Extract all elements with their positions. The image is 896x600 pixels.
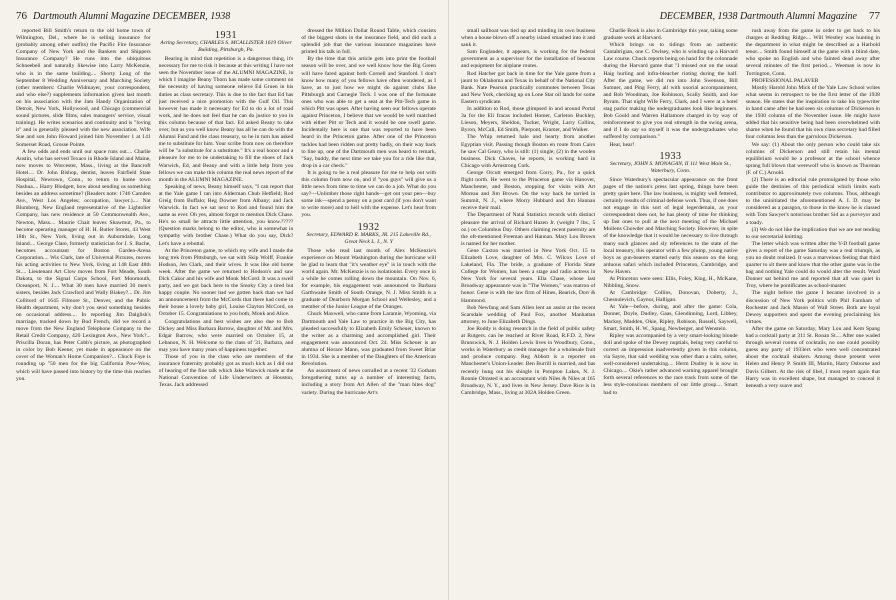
paragraph: Those who read last month of Alex McKenzie's experience on Mount Washington during the hurricane will be glad to learn that "it's weather eye" is in touch with the world again. Mr. McKenzie is no isolationist. Every once in a while he comes rolling down the mountain. On Nov. 6, for example, his engagement was announced to Barbara Garthwaite Smith of South Orange, N. J. Miss Smith is a graduate of Dearborn Morgan School and Wellesley, and a member of the Junior League of the Oranges. [301,247,437,311]
paragraph: dressed the Million Dollar Round Table, which consists of the biggest shots in the insurance field, and did such a splendid job that the various insurance magazines have printed his talk in full. [301,28,437,56]
right-col-1 [461,28,595,397]
class-heading-1932: 1932 [357,221,380,233]
paragraph: Sam Englander, it appears, is working for the federal government as a supervisor for the installation of beacons and equipment for airplane routes. [461,49,596,70]
paragraph: Bearing in mind that repetition is a dangerous thing, it's necessary for me to risk it because at this writing I have not seen the November issue of the ALUMNI MAGAZINE, in which I imagine Beany Thorn has made some comment on the necessity of having someone relieve Ed Gruen in his duties as class secretary. This is due to the fact that Ed has just received a nice promotion with the Gulf Oil. This however has made it necessary for Ed to do a lot of road work, and he does not feel that he can do justice to you in this column because of that fact. Ed asked Beany to take over, but as you well know Beany has all he can do with the Alumni Fund and the class treasury, so he in turn has asked me to substitute for him. Your scribe from now on therefore will be "a substitute for a substitute." It's a real honor and a pleasure for me to be undertaking to fill the shoes of Jack Warwick, Ed, and Beany and with a little help from you fellows we can make this column the real news report of the month in the ALUMNI MAGAZINE. [158,56,294,183]
paragraph: Gene Caxton was married in New York Oct. 15 to Elizabeth Love, daughter of Mrs. C. Wilcox Love of Lakeland, Fla. The bride, a graduate of Florida State College for Women, has been a stage and radio actress in New York for several years. Ella Chase, whose last Broadway appearance was in "The Women," was matron of honor. Gene is with the law firm of Hines, Rearick, Dorr & Hammond. [461,247,596,304]
paragraph: The letter which was written after the Y-D football game gives a report of the game Saturday was a real triumph, as you no doubt realized. It was a marvelous feeling that third quarter to sit there and know that the other game was in the bag and nothing Yale could do would alter the result. Ward Donner sat behind me and reported that all was quiet in Troy, where he pontificates as school-master. [745,240,880,290]
paragraph: (3) We do not like the implication that we are not tending to our secretarial knitting. [745,226,880,240]
paragraph: The Whip returned hale and hearty from another Egyptian visit. Passing though Boston en route from Cairo he saw Cal Geary, who is still: (1) single; (2) in the woolen business. Dick Chaves, he reports, is working hard in Chicago with Armstrong Cork. [461,134,596,169]
paragraph: Hear, hear! [609,141,635,148]
paragraph: Speaking of news, Beany himself says, "I can report that at the Yale game I ran into Alderman Chub Hetfield; Rod Greig from Buffalo; Reg Downer from Albany; and Jack Warwick. In fact we sat next to Rod and found him the same as ever. Oh yes, almost forgot to mention Dick Chase. He's so small he attracts little attention, you know.????? (Question marks belong to the editor, who is somewhat in sympathy with brother Chase.) What do you say, Dick? Let's have a rebuttal. [158,183,294,247]
class-heading-1931: 1931 [215,30,237,41]
paragraph: reported Bill Smith's return to the old home town of Wilmington, Del., where he is selling insurance for (probably among other outfits) the Pacific Fire Insurance Company of New York and the Bankers and Shippers Insurance Company? He runs into the ubiquitous Schneebeli and naturally likewise into Larry McKenzie, who is in the same building.... Shorty Long of the September 8 Wedding Anniversary and Marching Society (other members: Charlie Widmayer, your correspondent, and who else?) supplements information given last month on his association with the Jam Handy Organization of Detroit, New York, Hollywood, and Chicago (commercial sound pictures, slide films, sales managers' service, visual training). He writes scenarios and continuity and is "loving it" and is generally pleased with the new association. Wife Sue and son John Howard joined him November 1 at 141 Somerset Road, Grosse Pointe. [16,28,151,148]
paragraph: An assortment of news corralled at a recent '32 Gotham foregathering turns up a number of interesting facts, including a story from Art Allen of the "man bites dog" variety. During the hurricane Art's [301,368,437,396]
paragraph: At the Princeton game, to which my wife and I made the long trek from Pittsburgh, we sat with Skip Wolff, Frankie Hodson, Jen Clark, and their wives. It was like old home week. After the game we returned to Hodson's and saw Dick Cakor and his wife and Monk McCord. It was a swell party, and we got back here to the Smoky City a tired but happy couple. No sooner had we gotten back than we had an announcement from the McCords that there had come to their house a lovely baby girl, Louise Clayton McCord, on October 15. Congratulations to you both, Monk and Alice. [158,247,294,318]
running-head-right [461,10,880,28]
paragraph: Charlie Book is also in Cambridge this year, taking some graduate work at Harvard. [603,28,738,42]
paragraph: George Orcutt emerged from Corry, Pa., for a quick flight north. He went to the Princeton game via Hanover, Manchester, and Boston, stopping for visits with Art Moreau and Jim Brown. On the way back he tarried in Summit, N. J., where Morry Hubbard and Jim Hannan receive their mail. [461,169,596,212]
paragraph: At Princeton were seen: Ellis, Foley, King, H., McKane, Nibbling, Snow. [603,276,738,290]
right-col-3 [746,28,880,397]
left-col-3 [301,28,436,397]
paragraph: At Yale—before, during, and after the game: Cola, Donner, Doyle, Dudley, Gaas, Glendinning, Lord, Libbey, Mackey, Madden, Okie, Ripley, Robison, Russell, Saywell, Smart, Smith, H. W., Spang, Newberger, and Wenstein. [603,304,738,332]
paragraph: (2) There is an editorial rule promulgated by those who guide the destinies of this periodical which limits each contributor to approximately two columns. Thus, although to the uninitiated the aforementioned A. I. D. may be considered as a paragon, to those in the know he is classed with Tom Sawyer's notorious brother Sid as a purveyor and a toady. [745,176,880,226]
paragraph: The Department of Natal Statistics records with distinct pleasure the arrival of Richard Hazen Jr. (weight 7 lbs., 5 oz.) on Columbus Day. Others claiming recent paternity are the oft-mentioned Freeman and Hannan. Mary Lou Brown is named for her mother. [461,212,596,247]
paragraph: Joe Roddy is doing research in the field of public safety at Rutgers. can be reached at River Road, R.F.D. 2, New Brunswick, N. J. Holden Lewis lives in Woodbury, Conn., works in Waterbury as credit manager for a wholesale fruit and produce company. Reg Abbott is a reporter on Manchester's Union-Leader. Ben Burrill is married, and has recently hung out his shingle in Pompton Lakes, N. J. Ronnie Olmsted is an accountant with Niles & Niles at 165 Broadway, N. Y., and lives in New Jersey. Dave Rice is in Cambridge, Mass., living at 302A Holden Green. [461,325,596,396]
paragraph: Since Waterbury's spectacular appearance on the front pages of the nation's press last spring, things have been pretty quiet here. The law business, is mighty well fettered, certainly results of criminal defense work. Thus, if one does not engage in this sort of legal legerdemain, as your correspondent does not, he has plenty of time for thinking up fast ones to pull at the next meeting of the Michael Mullens Chowder and Marching Society. However, in spite of the knowledge that it would be necessary to live through many such glances and sly references to the state of the local treasury, this operator with a few plump, young native boys as gun-bearers started early this season on the long arduous safari which included Princeton, Cambridge, and New Haven. [603,176,738,275]
left-col-2 [159,28,294,397]
paragraph: Chuck Maxwell, who came from Laramie, Wyoming, via Dartmouth and Yale Law to practice in the Big City, has pleaded successfully to Elizabeth Emily Scheuer, known to the writer as a charming and accomplished girl. Their engagement was announced Oct. 24. Miss Scheuer is an alumna of Horace Mann, was graduated from Sweet Briar in 1934. She is a member of the Daughters of the American Revolution. [301,311,437,368]
paragraph: Rod Hatcher got back in time for the Yale game from a jaunt to Oklahoma and Texas in behalf of the National City Bank. Nate Pearson practically commutes between Texas and New York, checking up on Lone Star oil lands for some Eastern syndicate. [461,70,596,105]
paragraph: After the game on Saturday, Mary Lou and Kem Spang had a cocktail party at 311 St. Ronan St.... After one waded through several rooms of cocktails, no one could possibly guess any party of 1933ers who were well concentrated about the cocktail shakers. Among those present were Helen and Henry P. Smith III, Martin, Harry Osborne and Davis Gilbert. At the risk of libel, I must report again that Harry was in excellent shape, but managed to conceal it beneath a very suave and [745,325,880,389]
class-secretary-1932: Secretary, EDWARD R. MARKS, JR. 215 Lakeville Rd., Great Neck L. I., N. Y [306,231,431,245]
paragraph: By the time that this article gets into print the football season will be over, and we well know how the Big Green will have fared against both Cornell and Stanford. I don't know how many of you fellows have often wondered, as I have, as to just how we might do against clubs like Pittsburgh and Carnegie Tech. I was one of the fortunate ones who was able to get a seat at the Pitt-Tech game in which Pitt was upset. After having seen our fellows operate against Princeton, I believe that we would be well matched with either Pitt or Tech and it would be one swell game. Incidentally here is one that was reported to have been heard in the Princeton game. After one of the Princeton tackles had been ridden out pretty badly, on their way back to line up, one of the Dartmouth men was heard to remark, "Say, buddy, the next time we take you for a ride like that, drop in a car check." [301,56,437,169]
class-heading-1933: 1933 [659,150,682,162]
paragraph: Those of you in the class who are members of the insurance fraternity probably got as much kick as I did out of hearing of the fine talk which Jake Warwick made at the National Convention of Life Underwriters at Houston, Texas. Jack addressed [158,354,294,389]
paragraph: A few odds and ends until our space runs out.... Charlie Austin, who has served Texaco in Rhode Island and Maine, now moves to Worcester, Mass., living at the Bancroft Hotel.... Dr. John Bishop, dentist, leaves Fairfield State Hospital, Newtown, Conn., to return to home town Nashua.... Harry Blodgett, how about sending us something besides an address sometime? (Readers note: 1746 Camden Ave., West Los Angeles; occupation, lawyer.).... Nat Blumberg, New England representative of the Lightolier Company, has new residence at 50 Commonwealth Ave., Newton, Mass.... Maurie Chait leaves Shawmut, Pa., to become operating manager of H. H. Butler Stores, 43 West 18th St., New York, living out in Auburndale, Long Island.... George Clare, formerly statistician for J. S. Bache, becomes accountant for Boston Garden-Arena Corporation.... Wis Clark, late of Universal Pictures, moves his acting activities to New York, living at 148 East 48th St.... Lieutenant Art Clow moves from Fort Meade, South Dakota, to the Signal Corps School, Fort Monmouth, Oceanport, N. J.... What 30 men have married 30 men's sisters, besides Jack Crawford and Wally Blakey?... Dr. Jim Collitord of 1645 Filmore St., Denver, and the Public Health department, why don't you send something besides on occasional address.... In reporting Jim Dalglish's marriage, tracked down by Bud French, did we record a move from the New England Telephone Company to the Retail Credit Company, 420 Lexington Ave., New York?... Priscilla Doran, has Peter Cobb's picture, as photographed in color by Bob Keene; yet made in appearance on the cover of the Woman's Home Companion?... Chuck Faye is rounding up "50 men for the big California Pow-Wow, which will have passed into history by the time this reaches you. [16,148,151,382]
right-columns [461,28,880,397]
paragraph: It is going to be a real pleasure for me to help out with this column from now on, and if "you guys" will give us a little news from time to time we can do a job. What do you say?—Unlimber those right hands—get out your pen—buy some ink—spend a penny on a post card (if you don't want to write more) and to hell with the expense. Let's hear from you. [301,169,437,219]
page-number-right: 77 [869,10,880,22]
paragraph: Which brings us to tidings from an authentic Cantabrigian, one C. Owlsey, who is winding up a Harvard Law course. Chuck reports being on hand for the colonnade during the Harvard game that "I missed out on the usual Haig hurling and infra-bleacher rioting during the half. After the game, we did run into John Swenson, Bill Sumner, and Ping Ferry, all with uxorial accompaniment, and Bob Woodman, Joe Robinson, Scally Smith, and Joe Byram. That night Wife Ferry, Clark, and I were at a hotel stag parlor making the undergraduates look like beginners. Bob Gould and Warren Hallamore charged in by way of reinforcement to give you real strength in the swing arena, and if I do say so myself it was the undergraduates who suffered by comparison." [603,42,738,141]
paragraph: We say: (1) About the only person who could take six columns of Dickerson and still retain his mental equilibrium would be a professor at the school whence sprang full blown that werewolf who is known as Thurman (F. of C.) Arnold. [745,141,880,176]
paragraph: The night before the game I became involved in a discussion of New York politics with Phil Farnham of Rochester and Jack Mason of Wall Street. Both are loyal Dewey supporters and spent the evening proclaiming his virtues. [745,290,880,325]
right-col-2 [603,28,737,397]
paragraph: At Cambridge: Collins, Donovan, Doberty, J., Chesnulevich, Gaynor, Halligan. [603,290,738,304]
paragraph: rush away from the game in order to get back to his charges at Redding Ridge.... Will Westley was hunting in the department in what might be described as a Harbold tenor.... Smith found himself at the game with a blind date, who spoke no English and who fainted dead away after several minutes of the first period.... Weeman is now in Torrington, Conn. [745,28,880,77]
running-head-left [16,10,436,28]
left-columns [16,28,436,397]
running-head-title-right: DECEMBER, 1938 Dartmouth Alumni Magazine [659,11,857,22]
paragraph: Congratulations and best wishes are also due to Bob Dickey and Miss Barbara Barrow, daughter of Mr. and Mrs. Edgar Barrow, who were married on October 15, at Lebanon, N. H. Welcome to the class of '31, Barbara, and may you have many years of happiness together. [158,318,294,353]
page-number-left: 76 [16,10,27,22]
section-subhead: PROFESSIONAL PALAVER [751,77,819,84]
paragraph: Bob Newfang and Sam Allen lent an assist at the recent Scarsdale wedding of Paul Fox, another Manhattan attorney, to June Elizabeth Dings. [461,304,596,325]
paragraph: small sailboat was tied up and minding its own business when a house blown off a nearby island smashed into it and sank it. [461,28,596,49]
left-col-1 [16,28,151,397]
class-secretary-1931: Acting Secretary, CHARLES S. MCALLISTER 1619 Oliver Building, Pittsburgh, Pa. [160,40,292,54]
running-head-title-left: Dartmouth Alumni Magazine DECEMBER, 1938 [33,11,231,22]
class-secretary-1933: Secretary, JOHN S. MONAGAN, II 111 West Main St., Waterbury, Conn. [609,160,731,174]
right-page [448,0,896,600]
paragraph: Ripley was accompanied by a very smart-looking blonde doll and spoke of the Dewey nuptials, being very careful to correct an impression inadvertently given in this column, via Sayre, that said wedding was other than a calm, sober, well-considered undertaking.... Herm Dudley is is now in Chicago.... Okie's rather advanced warning apparel brought forth several references to the race track from some of the less style-conscious members of our little group.... Smart had to [603,332,738,396]
paragraph: In addition to Rod, those glimpsed in and around Portal 3a for the Eli fracas included Homer, Carleton Buckley, Lieson, Meyers, Sheldon, Tucker, Wright, Larry Collins, Byron, McCall, Ed Smith, Pierpont, Kramer, and Walker. [461,106,596,134]
paragraph: Mostly Harold John Mick of the Yale Law School writes what seems in retrospect to be the first letter of the 1938 season. He states that the inspiration to take his typewriter in hand came after he had seen six columns of Dickerson in the 1930 column of the November issue. He might have added that his sensitive being had been overwhelmed with shame when he found that his own class secretary had filled four columns less than the garrulous Dickerson. [745,84,880,141]
